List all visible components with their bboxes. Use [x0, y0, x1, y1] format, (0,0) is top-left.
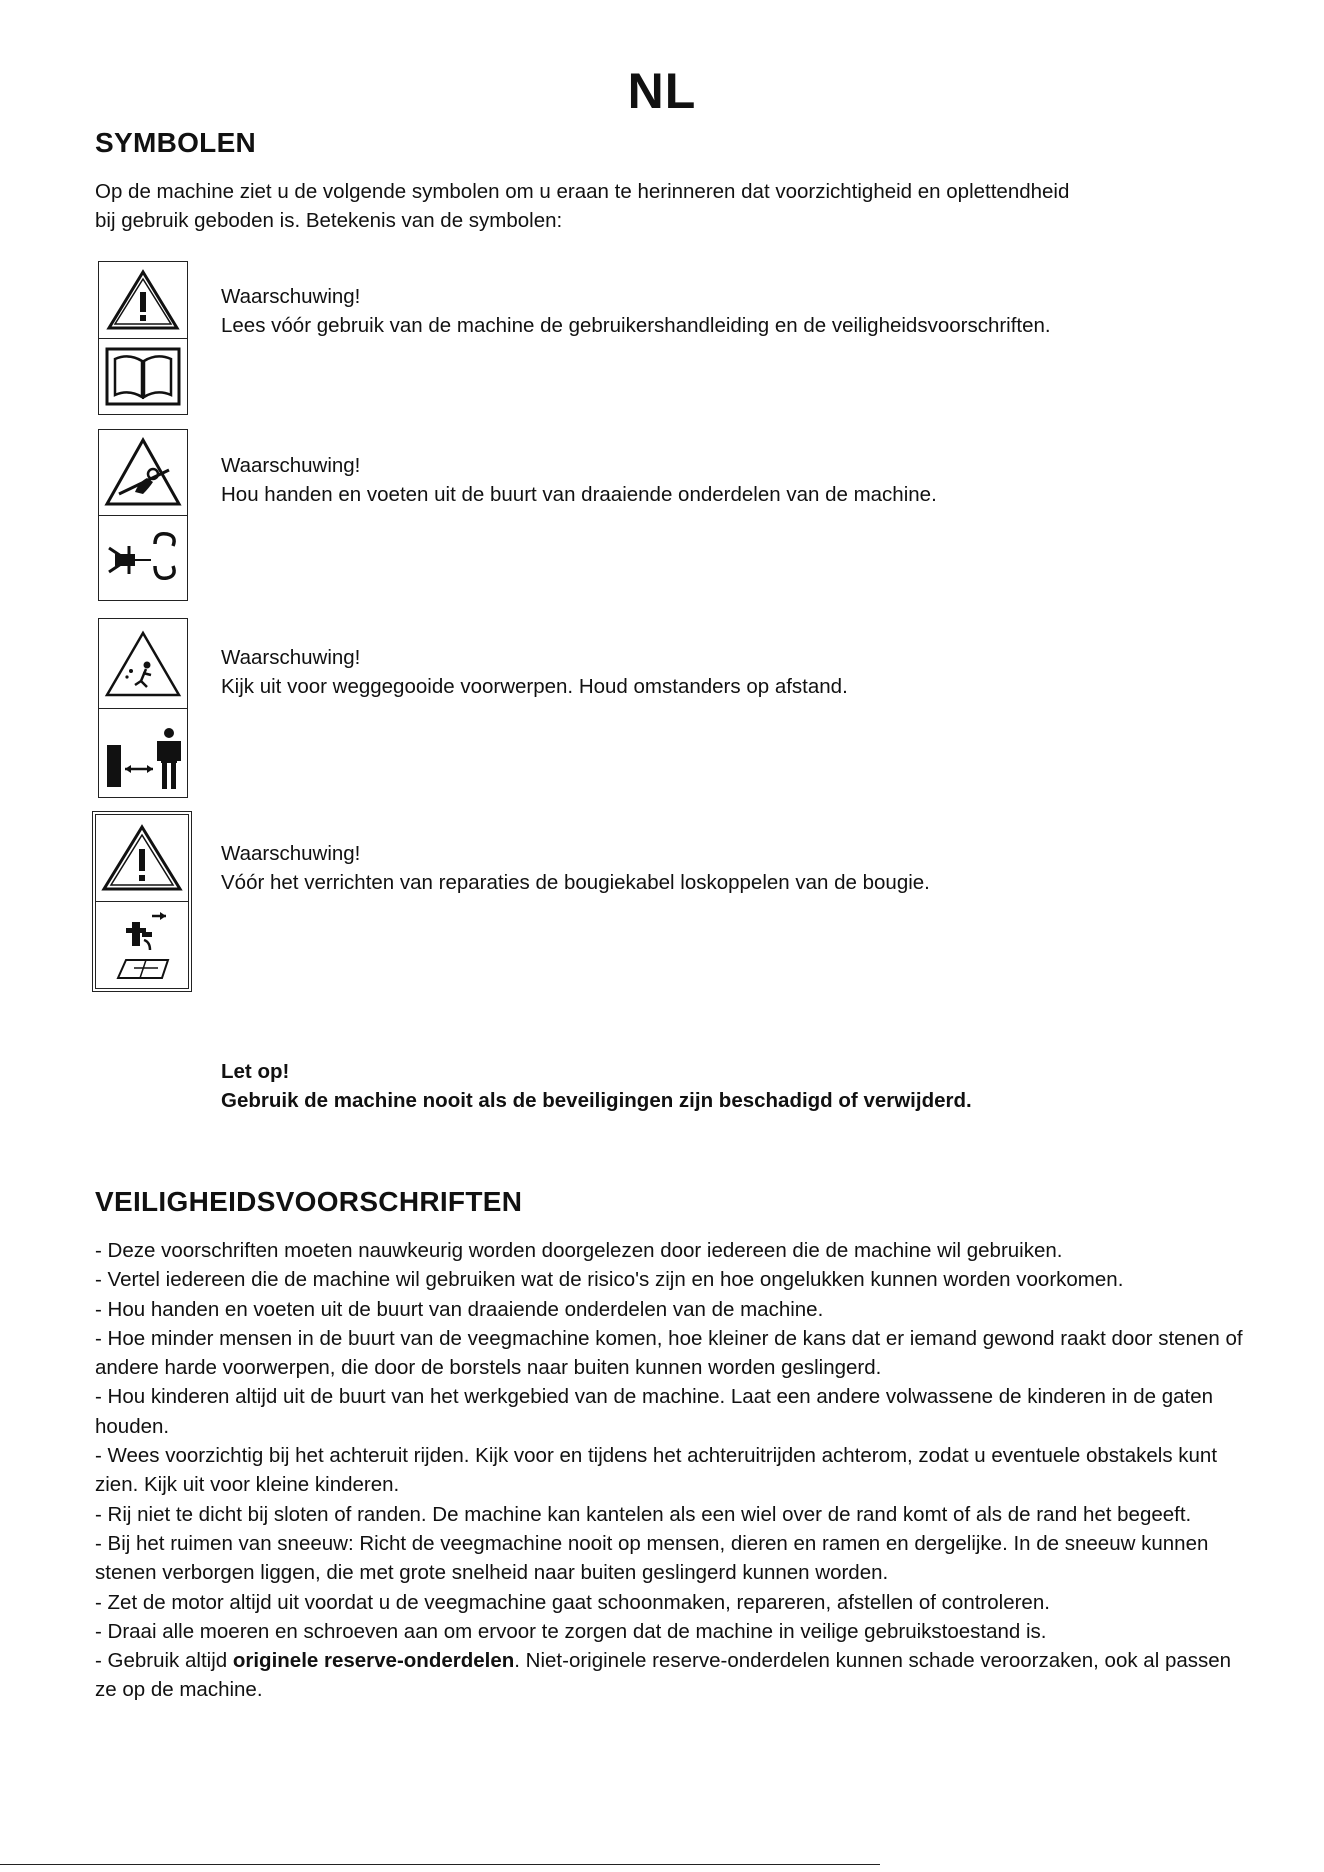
note-block — [221, 1057, 972, 1115]
safety-rule: - Wees voorzichtig bij het achteruit rijden. Kijk voor en tijdens het achteruitrijden achterom, zodat u eventuele obstakels kunt zien. Kijk uit voor kleine kinderen. — [95, 1444, 1218, 1497]
safety-rule: - Draai alle moeren en schroeven aan om ervoor te zorgen dat de machine in veilige gebruikstoestand is. — [95, 1619, 1047, 1643]
thrown-objects-warning-icon — [99, 619, 187, 709]
warning-triangle-icon — [99, 262, 187, 339]
disconnect-spark-plug-icon — [96, 902, 188, 988]
original-parts-emphasis: originele reserve-onderdelen — [232, 1649, 515, 1673]
footer-rule — [0, 1864, 880, 1865]
manual-book-icon — [99, 339, 187, 414]
symbols-heading: SYMBOLEN — [95, 127, 257, 158]
symbol-2-description: Hou handen en voeten uit de buurt van draaiende onderdelen van de machine. — [221, 483, 937, 506]
symbol-2-text — [221, 451, 937, 509]
safety-rules-list — [95, 1236, 1245, 1705]
safety-rule-last-prefix: - Gebruik altijd — [95, 1649, 233, 1673]
warning-triangle-icon — [96, 815, 188, 902]
safety-heading: VEILIGHEIDSVOORSCHRIFTEN — [95, 1186, 523, 1217]
safety-rule: - Hou handen en voeten uit de buurt van draaiende onderdelen van de machine. — [95, 1297, 824, 1321]
symbol-group-thrown-objects — [98, 618, 188, 798]
safety-rule: - Zet de motor altijd uit voordat u de veegmachine gaat schoonmaken, repareren, afstellen of controleren. — [95, 1590, 1050, 1614]
symbol-group-read-manual — [98, 261, 188, 415]
note-text: Gebruik de machine nooit als de beveiligingen zijn beschadigd of verwijderd. — [221, 1089, 972, 1112]
symbol-1-text — [221, 282, 1051, 340]
symbol-3-text — [221, 643, 848, 701]
safety-rule: - Vertel iedereen die de machine wil gebruiken wat de risico's zijn en hoe ongelukken kunnen worden voorkomen. — [95, 1268, 1124, 1292]
language-code: NL — [627, 63, 697, 119]
rotating-parts-icon — [99, 516, 187, 600]
symbol-1-description: Lees vóór gebruik van de machine de gebruikershandleiding en de veiligheidsvoorschriften. — [221, 314, 1051, 337]
symbol-1-title: Waarschuwing! — [221, 285, 361, 308]
symbol-2-title: Waarschuwing! — [221, 454, 361, 477]
safety-rule: - Hoe minder mensen in de buurt van de veegmachine komen, hoe kleiner de kans dat er iemand gewond raakt door stenen of andere harde voorwerpen, die door de borstels naar buiten kunnen worden geslingerd. — [95, 1326, 1243, 1380]
symbols-intro-line2: bij gebruik geboden is. Betekenis van de symbolen: — [95, 209, 563, 232]
safety-rule: - Deze voorschriften moeten nauwkeurig worden doorgelezen door iedereen die de machine wil gebruiken. — [95, 1239, 1063, 1262]
symbol-4-description: Vóór het verrichten van reparaties de bougiekabel loskoppelen van de bougie. — [221, 871, 930, 894]
symbol-3-description: Kijk uit voor weggegooide voorwerpen. Houd omstanders op afstand. — [221, 675, 848, 698]
safety-rule: - Bij het ruimen van sneeuw: Richt de veegmachine nooit op mensen, dieren en ramen en dergelijke. In de sneeuw kunnen stenen verborgen liggen, die met grote snelheid naar buiten geslingerd kunnen worden. — [95, 1531, 1209, 1585]
symbol-4-text — [221, 839, 930, 897]
note-title: Let op! — [221, 1060, 290, 1083]
symbol-4-title: Waarschuwing! — [221, 842, 361, 865]
safety-rule: - Hou kinderen altijd uit de buurt van het werkgebied van de machine. Laat een andere volwassene de kinderen in de gaten houden. — [95, 1385, 1213, 1438]
symbol-group-spark-plug — [95, 814, 189, 989]
keep-distance-icon — [99, 709, 187, 797]
safety-rule-last-suffix: . Niet-originele reserve-onderdelen kunnen schade veroorzaken, ook al passen ze op de machine. — [95, 1649, 1232, 1702]
hand-injury-warning-icon — [99, 430, 187, 516]
safety-rule: - Rij niet te dicht bij sloten of randen. De machine kan kantelen als een wiel over de rand komt of als de rand het begeeft. — [95, 1502, 1192, 1526]
symbol-group-rotating-parts — [98, 429, 188, 601]
safety-rule-last — [95, 1646, 1245, 1705]
symbol-3-title: Waarschuwing! — [221, 646, 361, 669]
symbols-intro-line1: Op de machine ziet u de volgende symbolen om u eraan te herinneren dat voorzichtigheid en oplettendheid — [95, 180, 1070, 203]
